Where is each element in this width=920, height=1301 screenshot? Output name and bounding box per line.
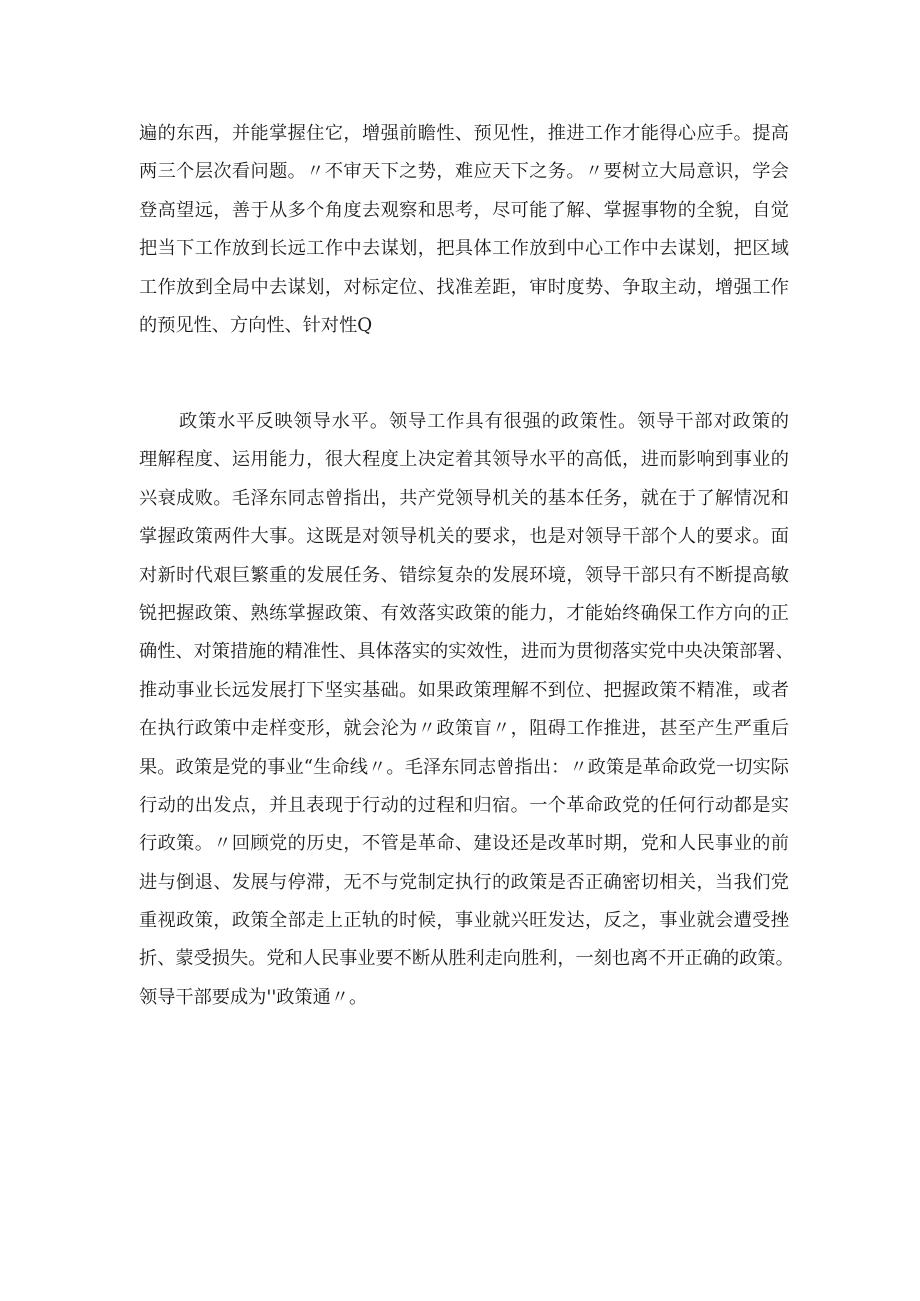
paragraph-line: 兴衰成败。毛泽东同志曾指出，共产党领导机关的基本任务，就在于了解情况和 [139,487,789,509]
paragraph-line: 行政策。〃回顾党的历史，不管是革命、建设还是改革时期，党和人民事业的前 [139,833,789,855]
paragraph-line: 掌握政策两件大事。这既是对领导机关的要求，也是对领导干部个人的要求。面 [139,526,789,548]
paragraph-line: 确性、对策措施的精准性、具体落实的实效性，进而为贯彻落实党中央决策部署、 [139,641,794,663]
paragraph-line: 进与倒退、发展与停滞，无不与党制定执行的政策是否正确密切相关，当我们党 [139,871,789,893]
paragraph-line: 政策水平反映领导水平。领导工作具有很强的政策性。领导干部对政策的 [179,411,789,432]
paragraph-line: 锐把握政策、熟练掌握政策、有效落实政策的能力，才能始终确保工作方向的正 [139,602,789,624]
paragraph-line: 遍的东西，并能掌握住它，增强前瞻性、预见性，推进工作才能得心应手。提高 [139,123,789,144]
paragraph-line: 对新时代艰巨繁重的发展任务、错综复杂的发展环境，领导干部只有不断提高敏 [139,564,789,586]
paragraph-line: 折、蒙受损失。党和人民事业要不断从胜利走向胜利，一刻也离不开正确的政策。 [139,948,794,970]
paragraph-line: 重视政策，政策全部走上正轨的时候，事业就兴旺发达，反之，事业就会遭受挫 [139,910,789,932]
paragraph-line: 的预见性、方向性、针对性Q [139,314,373,336]
paragraph-1 [139,115,789,345]
paragraph-line: 领导干部要成为''政策通〃。 [139,986,368,1008]
paragraph-line: 行动的出发点，并且表现于行动的过程和归宿。一个革命政党的任何行动都是实 [139,794,789,816]
paragraph-line: 推动事业长远发展打下坚实基础。如果政策理解不到位、把握政策不精准，或者 [139,679,789,701]
paragraph-line: 登高望远，善于从多个角度去观察和思考，尽可能了解、掌握事物的全貌，自觉 [139,199,789,221]
paragraph-line: 两三个层次看问题。〃不审天下之势，难应天下之务。〃要树立大局意识，学会 [139,161,789,183]
paragraph-line: 工作放到全局中去谋划，对标定位、找准差距，审时度势、争取主动，增强工作 [139,276,789,298]
paragraph-2 [139,403,794,1017]
paragraph-line: 果。政策是党的事业“生命线〃。毛泽东同志曾指出：〃政策是革命政党一切实际 [139,756,789,778]
paragraph-line: 在执行政策中走样变形，就会沦为〃政策盲〃，阻碍工作推进，甚至产生严重后 [139,718,789,740]
paragraph-line: 把当下工作放到长远工作中去谋划，把具体工作放到中心工作中去谋划，把区域 [139,238,789,260]
paragraph-line: 理解程度、运用能力，很大程度上决定着其领导水平的高低，进而影响到事业的 [139,449,789,471]
